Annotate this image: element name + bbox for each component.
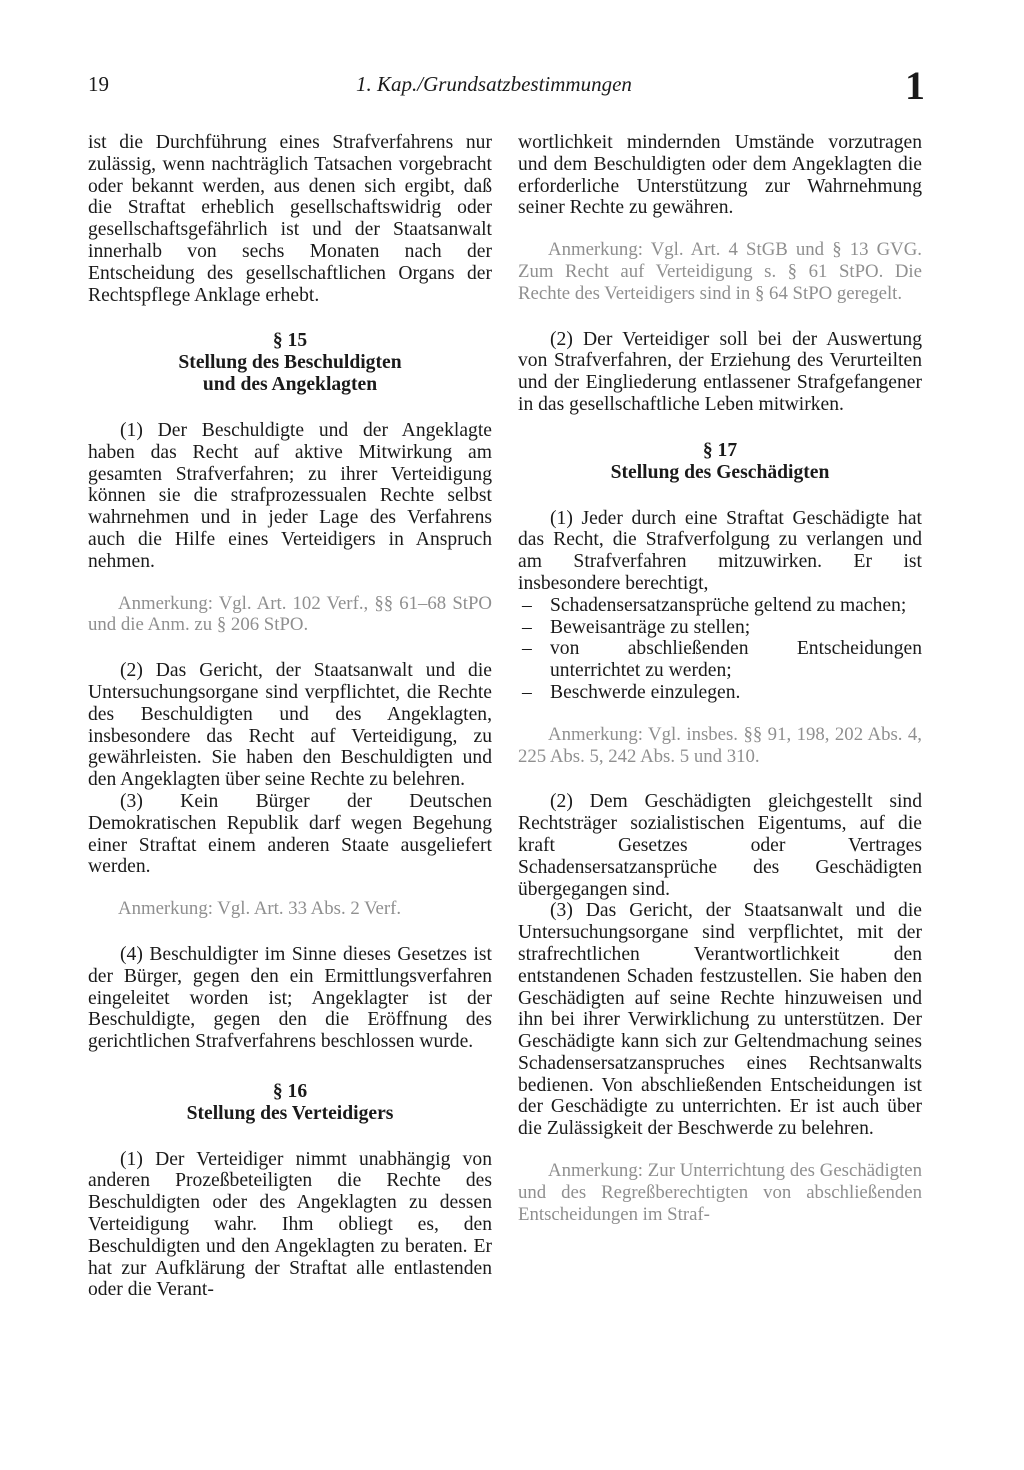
section-16-number: § 16 [272,1080,308,1102]
list-item: – Beschwerde einzulegen. [522,681,741,703]
page-header [0,63,1024,110]
list-item: – Beweisanträge zu stellen; [522,616,751,638]
right-column [518,132,922,1225]
section-17-paragraph-1: (1) Jeder durch eine Straftat Geschädigte hat das Recht, die Strafverfolgung zu verlangen und am Strafverfahren mitzuwirken. Er ist insbesondere berechtigt, [518,507,922,594]
dash-marker: – [522,681,532,703]
rights-list [518,595,922,704]
list-item: – von abschließenden Entscheidungen unterrichtet zu werden; [522,638,922,682]
section-16-paragraph-1-continued: wortlichkeit mindernden Umstände vorzutragen und dem Beschuldigten oder dem Angeklagten die erforderliche Unterstützung zur Wahrnehmung seiner Rechte zu gewähren. [518,132,922,219]
section-15-paragraph-2: (2) Das Gericht, der Staatsanwalt und die Untersuchungsorgane sind verpflichtet, die Rechte des Beschuldigten und des Angeklagten, insbesondere das Recht auf Verteidigung, zu gewährleisten. Sie haben den Beschuldigten und den Angeklagten über seine Rechte zu belehren. [88,660,492,791]
section-15-note-1: Anmerkung: Vgl. Art. 102 Verf., §§ 61–68 StPO und die Anm. zu § 206 StPO. [88,592,492,636]
section-17-paragraph-3: (3) Das Gericht, der Staatsanwalt und die Untersuchungsorgane sind verpflichtet, mit der strafrechtlichen Verantwortlichkeit den entstandenen Schaden festzustellen. Sie haben den Geschädigten auf seine Rechte hinzuweisen und ihn bei ihrer Verwirklichung zu unterstützen. Der Geschädigte kann sich zur Geltendmachung seines Schadensersatzanspruches eines Rechtsanwalts bedienen. Von abschließenden Entscheidungen ist der Geschädigte zu unterrichten. Er ist auch über die Zulässigkeit der Beschwerde zu belehren. [518,900,922,1140]
section-15-paragraph-4: (4) Beschuldigter im Sinne dieses Gesetzes ist der Bürger, gegen den ein Ermittlungsverfahren eingeleitet worden ist; Angeklagter ist der Beschuldigte, gegen den die Eröffnung des gerichtlichen Strafverfahrens beschlossen wurde. [88,943,492,1053]
section-16-note: Anmerkung: Vgl. Art. 4 StGB und § 13 GVG. Zum Recht auf Verteidigung s. § 61 StPO. Die Rechte des Verteidigers sind in § 64 StPO geregelt. [518,239,922,304]
section-16-paragraph-1: (1) Der Verteidiger nimmt unabhängig von anderen Prozeßbeteiligten die Rechte des Beschuldigten oder des Angeklagten zu dessen Verteidigung wahr. Ihm obliegt es, den Beschuldigten und den Angeklagten zu beraten. Er hat zur Aufklärung der Straftat alle entlastenden oder die Verant- [88,1148,492,1301]
section-15-note-2: Anmerkung: Vgl. Art. 33 Abs. 2 Verf. [118,898,402,920]
section-15-title-line-2: und des Angeklagten [202,374,378,396]
section-15-paragraph-1: (1) Der Beschuldigte und der Angeklagte haben das Recht auf aktive Mitwirkung am gesamten Strafverfahren; zu ihrer Verteidigung können sie die strafprozessualen Rechte selbst wahrnehmen und in jeder Lage des Verfahrens auch die Hilfe eines Verteidigers in Anspruch nehmen. [88,419,492,572]
chapter-number: 1 [905,63,925,108]
section-15-number: § 15 [272,330,308,352]
section-16-paragraph-2: (2) Der Verteidiger soll bei der Auswertung von Strafverfahren, der Erziehung des Verurteilten und der Eingliederung entlassener Strafgefangener in das gesellschaftliche Leben mitwirken. [518,328,922,415]
section-17-paragraph-2: (2) Dem Geschädigten gleichgestellt sind Rechtsträger sozialistischen Eigentums, auf die kraft Gesetzes oder Vertrages Schadensersatzansprüche des Geschädigten übergegangen sind. [518,791,922,900]
dash-marker: – [522,638,532,660]
page-number: 19 [88,72,109,96]
section-15-title-line-1: Stellung des Beschuldigten [178,352,402,374]
dash-marker: – [522,616,532,638]
section-17-note-2: Anmerkung: Zur Unterrichtung des Geschädigten und des Regreßberechtigten von abschließenden Entscheidungen im Straf- [518,1160,922,1225]
section-17-note-1: Anmerkung: Vgl. insbes. §§ 91, 198, 202 Abs. 4, 225 Abs. 5, 242 Abs. 5 und 310. [518,723,922,767]
running-title: 1. Kap./Grundsatzbestimmungen [356,72,632,96]
section-15-paragraph-3: (3) Kein Bürger der Deutschen Demokratischen Republik darf wegen Begehung einer Straftat einem anderen Staate ausgeliefert werden. [88,790,492,878]
left-column [88,132,492,1301]
list-item: – Schadensersatzansprüche geltend zu machen; [522,594,907,616]
dash-marker: – [522,594,532,616]
section-17-title: Stellung des Geschädigten [610,461,830,483]
section-16-title: Stellung des Verteidigers [186,1102,394,1124]
continued-paragraph: ist die Durchführung eines Strafverfahrens nur zulässig, wenn nachträglich Tatsachen vorgebracht oder bekannt werden, aus denen sich ergibt, daß die Straftat erheblich gesellschaftswidrig oder gesellschaftsgefährlich ist und der Staatsanwalt innerhalb von sechs Monaten nach der Entscheidung des gesellschaftlichen Organs der Rechtspflege Anklage erhebt. [88,132,492,306]
section-17-number: § 17 [702,439,738,461]
